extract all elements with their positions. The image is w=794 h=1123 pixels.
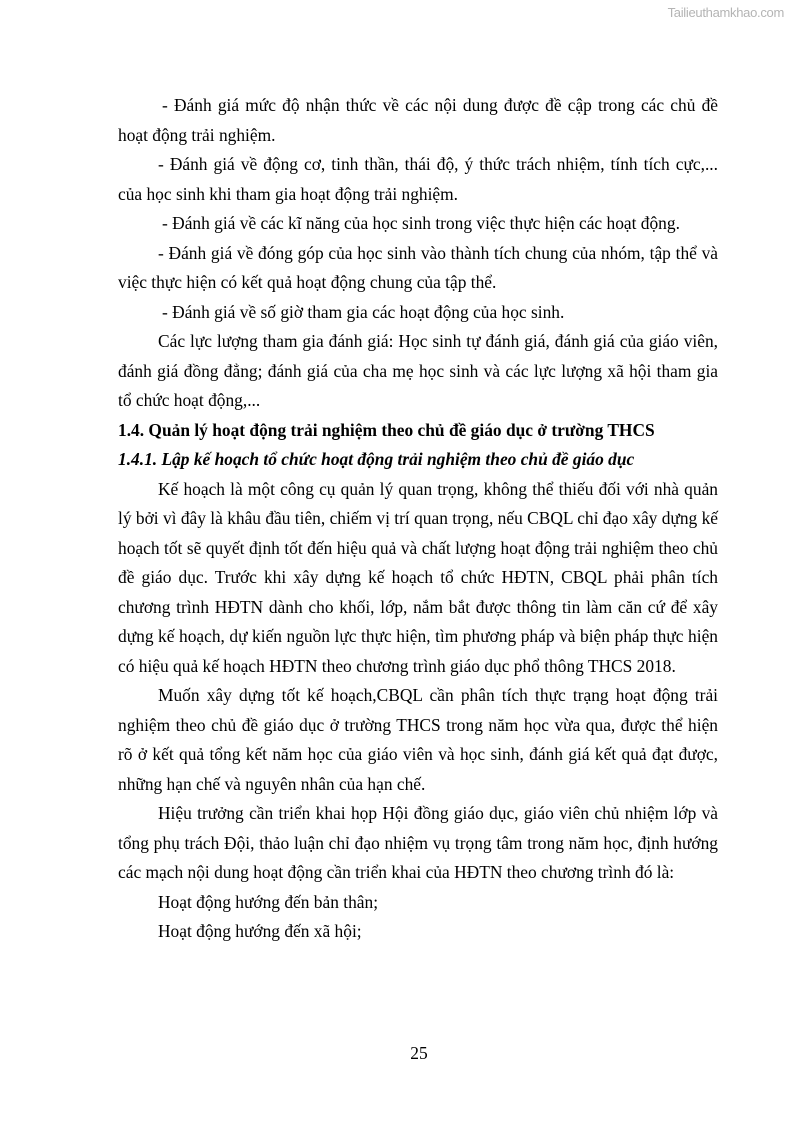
subsection-heading: 1.4.1. Lập kế hoạch tổ chức hoạt động trải nghiệm theo chủ đề giáo dục [118,449,635,469]
document-page [118,91,718,947]
bullet-paragraph: - Đánh giá về đóng góp của học sinh vào thành tích chung của nhóm, tập thể và việc thực hiện có kết quả hoạt động chung của tập thể. [118,242,718,292]
bullet-paragraph: - Đánh giá về động cơ, tinh thần, thái độ, ý thức trách nhiệm, tính tích cực,... của học sinh khi tham gia hoạt động trải nghiệm. [118,154,718,204]
page-number: 25 [410,1043,428,1063]
section-heading: 1.4. Quản lý hoạt động trải nghiệm theo chủ đề giáo dục ở trường THCS [118,419,655,440]
watermark: Tailieuthamkhao.com [667,5,784,20]
bullet-paragraph: - Đánh giá mức độ nhận thức về các nội dung được đề cập trong các chủ đề hoạt động trải nghiệm. [118,95,718,145]
body-paragraph: Các lực lượng tham gia đánh giá: Học sinh tự đánh giá, đánh giá của giáo viên, đánh giá đồng đẳng; đánh giá của cha mẹ học sinh và các lực lượng xã hội tham gia tổ chức hoạt động,... [118,331,718,410]
bullet-paragraph: - Đánh giá về số giờ tham gia các hoạt động của học sinh. [162,301,565,322]
body-paragraph: Hiệu trưởng cần triển khai họp Hội đồng giáo dục, giáo viên chủ nhiệm lớp và tổng phụ trách Đội, thảo luận chỉ đạo nhiệm vụ trọng tâm trong năm học, định hướng các mạch nội dung hoạt động cần triển khai của HĐTN theo chương trình đó là: [118,803,718,882]
body-paragraph: Muốn xây dựng tốt kế hoạch,CBQL cần phân tích thực trạng hoạt động trải nghiệm theo chủ đề giáo dục ở trường THCS trong năm học vừa qua, được thể hiện rõ ở kết quả tổng kết năm học của giáo viên và học sinh, đánh giá kết quả đạt được, những hạn chế và nguyên nhân của hạn chế. [118,685,718,794]
bullet-paragraph: - Đánh giá về các kĩ năng của học sinh trong việc thực hiện các hoạt động. [162,213,680,233]
list-line: Hoạt động hướng đến xã hội; [158,921,362,941]
body-paragraph: Kế hoạch là một công cụ quản lý quan trọng, không thể thiếu đối với nhà quản lý bởi vì đây là khâu đầu tiên, chiếm vị trí quan trọng, nếu CBQL chỉ đạo xây dựng kế hoạch tốt sẽ quyết định tốt đến hiệu quả và chất lượng hoạt động trải nghiệm theo chủ đề giáo dục. Trước khi xây dựng kế hoạch tổ chức HĐTN, CBQL phải phân tích chương trình HĐTN dành cho khối, lớp, nắm bắt được thông tin làm căn cứ để xây dựng kế hoạch, dự kiến nguồn lực thực hiện, tìm phương pháp và biện pháp thực hiện có hiệu quả kế hoạch HĐTN theo chương trình giáo dục phổ thông THCS 2018. [118,478,718,676]
list-line: Hoạt động hướng đến bản thân; [158,891,379,912]
